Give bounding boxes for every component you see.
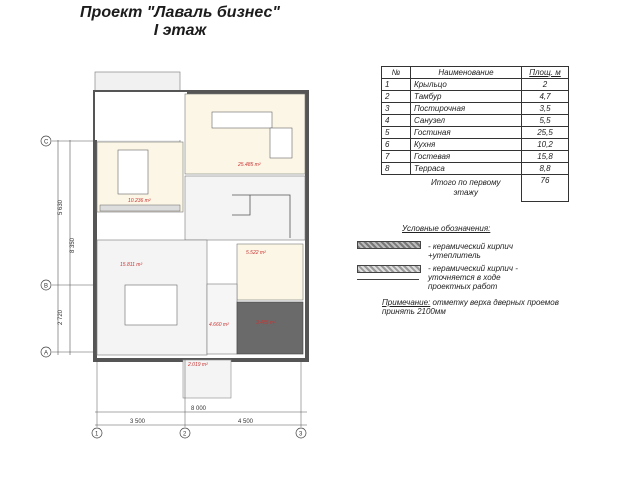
row-area: 10,2 <box>522 139 569 151</box>
row-area: 8,8 <box>522 163 569 175</box>
note-label: Примечание: <box>382 298 431 307</box>
row-number: 3 <box>382 103 411 115</box>
room-area-bathroom: 3.485 m² <box>256 320 276 326</box>
row-name: Постирочная <box>411 103 522 115</box>
axis-label-b: B <box>44 283 49 290</box>
room-area-laundry: 5.522 m² <box>246 250 266 256</box>
legend-swatch-line <box>357 279 419 280</box>
kitchen-table <box>118 150 148 194</box>
room-area-porch: 2.019 m² <box>188 362 208 368</box>
dim-total-width: 8 000 <box>191 406 207 412</box>
room-area-vestibule: 4.660 m² <box>209 322 229 328</box>
hall <box>185 176 305 240</box>
total-value: 76 <box>522 175 569 202</box>
legend-swatch-brick <box>357 265 421 273</box>
table-row <box>382 103 569 115</box>
row-number: 7 <box>382 151 411 163</box>
axis-label-c: C <box>44 139 49 146</box>
terrace-opening <box>95 92 187 140</box>
row-area: 3,5 <box>522 103 569 115</box>
legend-item-brick: - керамический кирпич - уточняется в ходе проектных работ <box>428 264 518 291</box>
room-vestibule <box>207 284 237 354</box>
row-name: Крыльцо <box>411 79 522 91</box>
kitchen-counter <box>100 205 180 211</box>
axis-label-3: 3 <box>299 431 303 438</box>
room-area-kitchen: 10.236 m² <box>128 198 151 204</box>
row-number: 2 <box>382 91 411 103</box>
row-name: Кухня <box>411 139 522 151</box>
note-text: отметку верха дверных проемов принять 2100мм <box>382 298 559 316</box>
sofa-side <box>270 128 292 158</box>
row-name: Гостиная <box>411 127 522 139</box>
row-name: Санузел <box>411 115 522 127</box>
table-row <box>382 151 569 163</box>
room-area-guest: 15.811 m² <box>120 262 143 268</box>
room-area-living: 25.485 m² <box>238 162 261 168</box>
page-title: Проект "Лаваль бизнес" <box>80 4 280 21</box>
table-row <box>382 127 569 139</box>
row-name: Терраса <box>411 163 522 175</box>
row-number: 5 <box>382 127 411 139</box>
sofa <box>212 112 272 128</box>
bed <box>125 285 177 325</box>
page-subtitle: I этаж <box>153 22 207 39</box>
row-number: 6 <box>382 139 411 151</box>
table-row <box>382 79 569 91</box>
row-area: 15,8 <box>522 151 569 163</box>
dim-left-width: 3 500 <box>130 419 146 425</box>
row-area: 25,5 <box>522 127 569 139</box>
dim-right-width: 4 500 <box>238 419 254 425</box>
dim-height-lower: 2 720 <box>58 309 64 325</box>
note <box>382 298 562 316</box>
table-row <box>382 91 569 103</box>
table-header-area: Площ. м <box>522 67 569 79</box>
row-number: 1 <box>382 79 411 91</box>
legend-item-insulated-brick: - керамический кирпич +утеплитель <box>428 242 514 260</box>
table-row <box>382 163 569 175</box>
axis-label-2: 2 <box>183 431 187 438</box>
table-row <box>382 139 569 151</box>
dim-height-upper: 5 630 <box>58 199 64 215</box>
table-header-row <box>382 67 569 79</box>
table-row <box>382 115 569 127</box>
total-label: Итого по первому этажу <box>431 178 501 197</box>
row-area: 2 <box>522 79 569 91</box>
row-number: 4 <box>382 115 411 127</box>
row-area: 5,5 <box>522 115 569 127</box>
table-header-number: № <box>382 67 411 79</box>
area-table <box>381 66 569 202</box>
legend-swatch-insulated-brick <box>357 241 421 249</box>
legend-title: Условные обозначения: <box>402 224 491 233</box>
row-number: 8 <box>382 163 411 175</box>
table-total-row <box>382 175 569 202</box>
dim-height-total: 8 350 <box>70 237 76 253</box>
row-name: Гостевая <box>411 151 522 163</box>
row-name: Тамбур <box>411 91 522 103</box>
axis-label-1: 1 <box>95 431 99 438</box>
row-area: 4,7 <box>522 91 569 103</box>
table-header-name: Наименование <box>411 67 522 79</box>
room-bathroom <box>237 302 303 354</box>
axis-label-a: A <box>44 350 49 357</box>
